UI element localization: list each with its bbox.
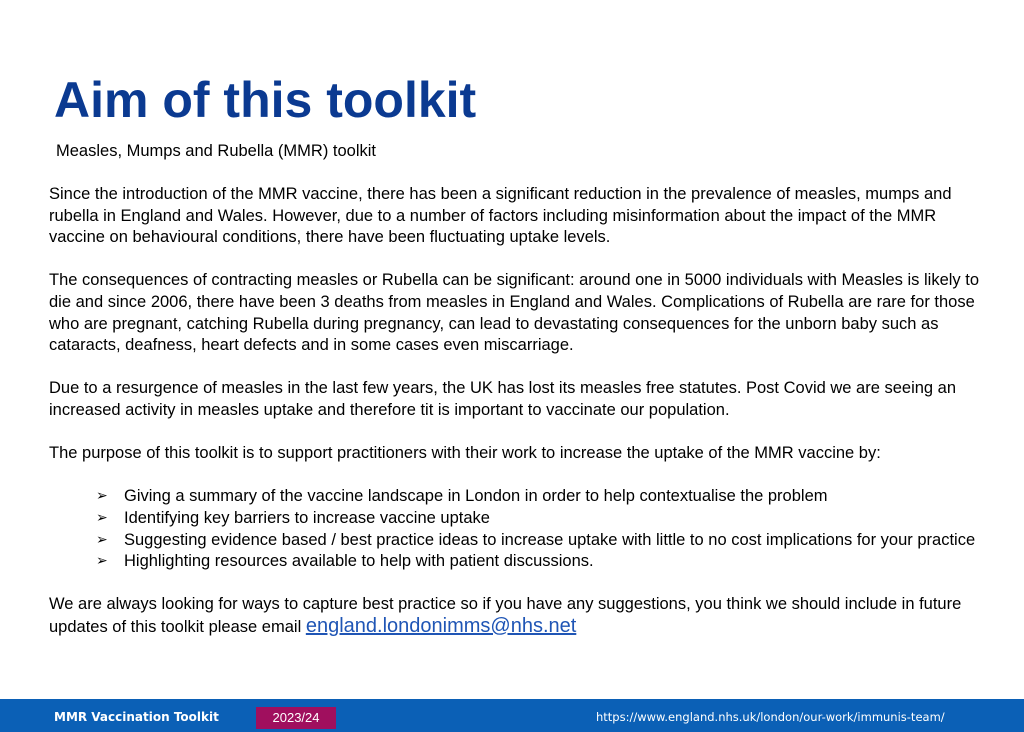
- footer-url[interactable]: https://www.england.nhs.uk/london/our-work/immunis-team/: [596, 710, 945, 724]
- page-title: Aim of this toolkit: [54, 72, 477, 128]
- list-item-text: Suggesting evidence based / best practice ideas to increase uptake with little to no cost implications for your practice: [124, 530, 976, 549]
- intro-paragraph: Since the introduction of the MMR vaccine, there has been a significant reduction in the prevalence of measles, mumps and rubella in England and Wales. However, due to a number of factors including misinformation about the impact of the MMR vaccine on behavioural conditions, there have been fluctuating uptake levels.: [49, 185, 952, 247]
- page-subtitle: Measles, Mumps and Rubella (MMR) toolkit: [56, 142, 377, 160]
- arrow-bullet-icon: ➢: [96, 553, 108, 570]
- list-item-text: Highlighting resources available to help with patient discussions.: [124, 552, 594, 571]
- resurgence-paragraph: Due to a resurgence of measles in the last few years, the UK has lost its measles free statutes. Post Covid we are seeing an increased activity in measles uptake and therefore tit is important to vaccinate our population.: [49, 379, 957, 419]
- list-item-text: Identifying key barriers to increase vaccine uptake: [124, 508, 490, 527]
- list-item: [96, 508, 994, 530]
- consequences-paragraph: The consequences of contracting measles or Rubella can be significant: around one in 5000 individuals with Measles is likely to die and since 2006, there have been 3 deaths from measles in England and Wales. Complications of Rubella are rare for those who are pregnant, catching Rubella during pregnancy, can lead to devastating consequences for the unborn baby such as cataracts, deafness, heart defects and in some cases even miscarriage.: [49, 271, 980, 355]
- arrow-bullet-icon: ➢: [96, 509, 108, 526]
- footer-title: MMR Vaccination Toolkit: [54, 710, 219, 724]
- list-item: [96, 551, 994, 573]
- closing-paragraph: [49, 594, 994, 638]
- arrow-bullet-icon: ➢: [96, 531, 108, 548]
- purpose-paragraph: The purpose of this toolkit is to support practitioners with their work to increase the uptake of the MMR vaccine by:: [49, 444, 881, 463]
- list-item-text: Giving a summary of the vaccine landscape in London in order to help contextualise the problem: [124, 487, 828, 506]
- year-badge: 2023/24: [256, 707, 336, 729]
- list-item: [96, 530, 994, 552]
- purpose-list: [49, 486, 994, 572]
- body-content: [49, 184, 994, 660]
- email-link[interactable]: england.londonimms@nhs.net: [305, 614, 577, 637]
- list-item: [96, 486, 994, 508]
- arrow-bullet-icon: ➢: [96, 488, 108, 505]
- closing-text: We are always looking for ways to capture best practice so if you have any suggestions, you think we should include in future updates of this toolkit please email: [49, 595, 962, 636]
- footer-bar: [0, 699, 1024, 732]
